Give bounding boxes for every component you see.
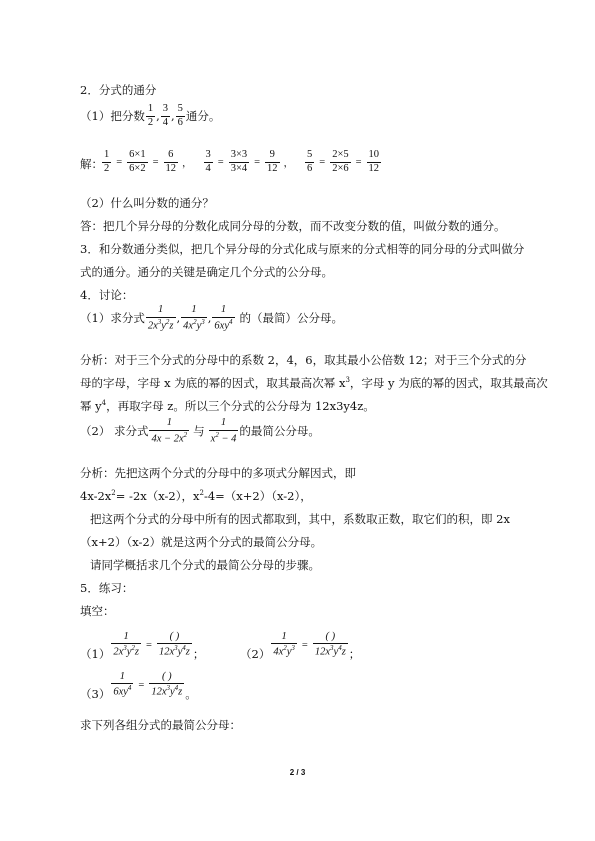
exercise-2: （2） $\frac{1}{4x^2y^3}$ = $\frac{( )}{12x^3y^4z}$ ； <box>240 628 360 662</box>
fraction-1-over-2x3y2z: $\frac{1}{2x^3y^2z}$ <box>147 304 174 331</box>
s2-q1-prefix: （1）把分数 <box>80 109 145 123</box>
section-5-title: 5．练习： <box>80 581 134 595</box>
exercise-1-number: （1） <box>80 647 111 661</box>
s2-answer: 答：把几个异分母的分数化成同分母的分数，而不改变分数的值，叫做分数的通分。 <box>80 219 506 233</box>
analysis-1-line-3: 幂 $y^4$，再取字母 z。所以三个分式的公分母为 12x3y4z。 <box>80 399 375 413</box>
exercise-2-number: （2） <box>240 647 271 661</box>
solution-equation-2: $\frac{3}{4}$ = $\frac{3\times 3}{3\times 4}$ = $\frac{9}{12}$ ， <box>205 149 295 174</box>
s2-question-2: （2）什么叫分数的通分？ <box>80 196 214 210</box>
exercise-2-left-fraction: $\frac{1}{4x^2y^3}$ <box>273 630 295 658</box>
exercise-3-right-fraction: $\frac{( )}{12x^3y^4z}$ <box>151 670 183 698</box>
fraction-5-6: $\frac{5}{6}$ <box>177 103 183 128</box>
exercise-1-blank[interactable]: ( ) <box>169 630 180 642</box>
s4-question-2 <box>80 418 320 445</box>
exercise-3-blank[interactable]: ( ) <box>161 670 172 682</box>
s4-q2-prefix: （2） 求分式 <box>80 424 149 439</box>
fill-in-label: 填空： <box>80 604 115 618</box>
fraction-1-2: $\frac{1}{2}$ <box>147 103 154 128</box>
exercise-1-right-fraction: $\frac{( )}{12x^3y^4z}$ <box>158 630 190 658</box>
exercise-3-left-fraction: $\frac{1}{6xy^4}$ <box>113 670 132 698</box>
s4-question-1: （1）求分式 $\frac{1}{2x^3y^2z}$ , $\frac{1}{4x^2y^3}$ , $\frac{1}{6xy^4}$ 的（最简）公分母。 <box>80 304 343 331</box>
analysis-2-line-2: $4x-2x^2= -2x(x-2)$，$x^2-4=(x+2)(x-2)$， <box>80 489 312 503</box>
analysis-2-line-4: （x+2）（x-2）就是这两个分式的最简公分母。 <box>80 535 323 549</box>
final-instruction: 求下列各组分式的最简公分母： <box>80 718 241 732</box>
fraction-1-over-6xy4: $\frac{1}{6xy^4}$ <box>214 304 233 331</box>
exercise-1-left-fraction: $\frac{1}{2x^3y^2z}$ <box>113 630 140 658</box>
section-3-line-1: 3．和分数通分类似，把几个异分母的分式化成与原来的分式相等的同分母的分式叫做分 <box>80 242 525 256</box>
exercise-2-right-fraction: $\frac{( )}{12x^3y^4z}$ <box>314 630 346 658</box>
exercise-1: （1） $\frac{1}{2x^3y^2z}$ = $\frac{( )}{12x^3y^4z}$ ； <box>80 628 204 662</box>
summary-prompt: 请同学概括求几个分式的最简公分母的步骤。 <box>90 558 320 572</box>
exercise-2-blank[interactable]: ( ) <box>325 630 336 642</box>
fraction-1-over-4x-minus-2x2: $\frac{1}{4x - 2x^2}$ <box>151 417 188 444</box>
s4-q2-suffix: 的最简公分母。 <box>239 424 320 439</box>
analysis-1-line-1: 分析：对于三个分式的分母中的系数 2，4，6，取其最小公倍数 12；对于三个分式的分 <box>80 353 527 367</box>
solution-label: 解： <box>80 157 103 171</box>
s2-question-1: （1）把分数 $\frac{1}{2}$ , $\frac{3}{4}$ , $\frac{5}{6}$ 通分。 <box>80 103 221 128</box>
solution-equation-1: $\frac{1}{2}$ = $\frac{6\times 1}{6\times 2}$ = $\frac{6}{12}$ ， <box>104 149 193 174</box>
exercise-3-number: （3） <box>80 687 111 701</box>
analysis-2-line-3: 把这两个分式的分母中所有的因式都取到，其中，系数取正数，取它们的积，即 2x <box>90 512 510 526</box>
fraction-1-over-4x2y3: $\frac{1}{4x^2y^3}$ <box>183 304 205 331</box>
page-number: 2 / 3 <box>289 768 306 777</box>
exercise-3: （3） $\frac{1}{6xy^4}$ = $\frac{( )}{12x^3y^4z}$ 。 <box>80 668 197 702</box>
s4-q1-suffix: 的（最简）公分母。 <box>239 311 343 326</box>
s4-q1-prefix: （1）求分式 <box>80 311 145 326</box>
section-4-title: 4．讨论： <box>80 288 134 302</box>
solution-line <box>80 150 382 174</box>
analysis-1-line-2: 母的字母，字母 x 为底的幂的因式，取其最高次幂 $x^3$，字母 y 为底的幂的因式，取其最高次 <box>80 376 548 390</box>
solution-equation-3: $\frac{5}{6}$ = $\frac{2\times 5}{2\times 6}$ = $\frac{10}{12}$ <box>307 149 380 174</box>
fraction-3-4: $\frac{3}{4}$ <box>162 103 168 128</box>
analysis-2-line-1: 分析：先把这两个分式的分母中的多项式分解因式，即 <box>80 466 356 480</box>
s2-q1-suffix: 通分。 <box>185 109 221 123</box>
s4-q2-and: 与 <box>193 424 205 439</box>
section-3-line-2: 式的通分。通分的关键是确定几个分式的公分母。 <box>80 265 333 279</box>
fraction-1-over-x2-minus-4: $\frac{1}{x^2 - 4}$ <box>210 417 237 444</box>
section-2-title: 2．分式的通分 <box>80 83 157 97</box>
